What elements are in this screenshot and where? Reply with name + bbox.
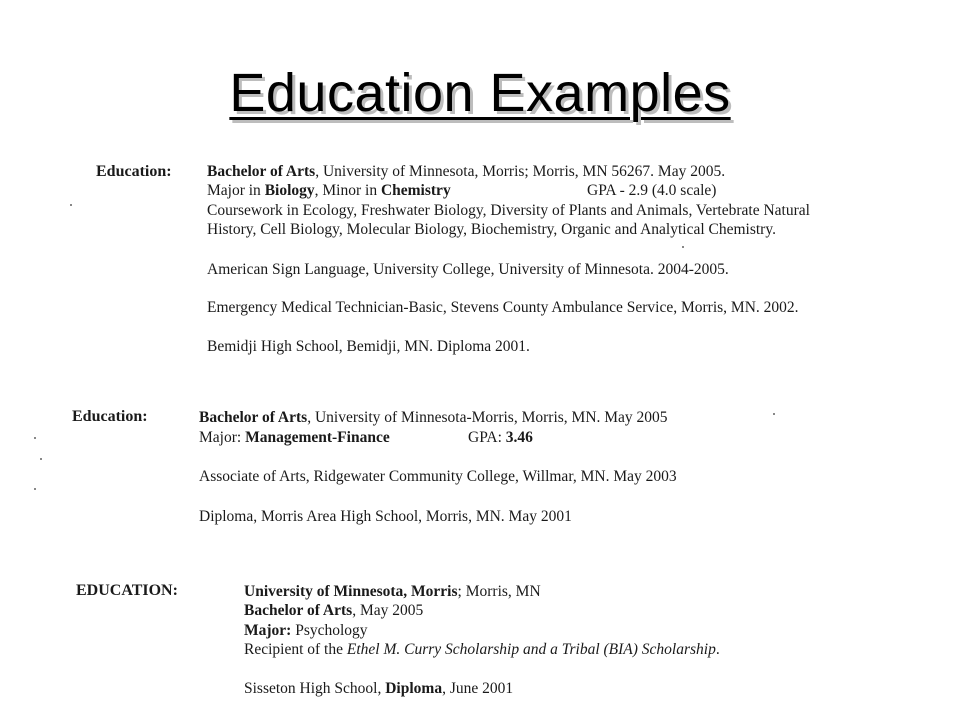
coursework-line: History, Cell Biology, Molecular Biology, Biochemistry, Organic and Analytical Chemistry. (207, 221, 776, 238)
scan-speck (34, 488, 36, 490)
education-line: Sisseton High School, Diploma, June 2001 (244, 680, 514, 697)
education-line: American Sign Language, University College, University of Minnesota. 2004-2005. (207, 261, 729, 278)
coursework-line: Coursework in Ecology, Freshwater Biology, Diversity of Plants and Animals, Vertebrate Natural (207, 202, 810, 219)
gpa-text: GPA - 2.9 (4.0 scale) (587, 182, 717, 199)
section-label: EDUCATION: (76, 582, 178, 599)
page-title: Education Examples (229, 63, 731, 123)
gpa-text: GPA: 3.46 (468, 429, 533, 446)
degree-line: Bachelor of Arts, University of Minnesota-Morris, Morris, MN. May 2005 (199, 409, 668, 426)
section-label: Education: (96, 163, 172, 180)
scan-speck (682, 246, 684, 248)
degree-line: Bachelor of Arts, University of Minnesota, Morris; Morris, MN 56267. May 2005. (207, 163, 726, 180)
scan-speck (40, 458, 42, 460)
scan-speck (773, 413, 775, 415)
education-line: Associate of Arts, Ridgewater Community College, Willmar, MN. May 2003 (199, 468, 677, 485)
education-line: Emergency Medical Technician-Basic, Stevens County Ambulance Service, Morris, MN. 2002. (207, 299, 799, 316)
scholarship-line: Recipient of the Ethel M. Curry Scholarship and a Tribal (BIA) Scholarship. (244, 641, 720, 658)
education-line: Bemidji High School, Bemidji, MN. Diploma 2001. (207, 338, 530, 355)
scan-speck (34, 437, 36, 439)
major-line: Major in Biology, Minor in Chemistry (207, 182, 451, 199)
degree-line: Bachelor of Arts, May 2005 (244, 602, 424, 619)
major-line: Major: Management-Finance (199, 429, 390, 446)
major-line: Major: Psychology (244, 622, 368, 639)
section-label: Education: (72, 408, 148, 425)
education-line: Diploma, Morris Area High School, Morris, MN. May 2001 (199, 508, 572, 525)
university-line: University of Minnesota, Morris; Morris, MN (244, 583, 541, 600)
scan-speck (70, 204, 72, 206)
